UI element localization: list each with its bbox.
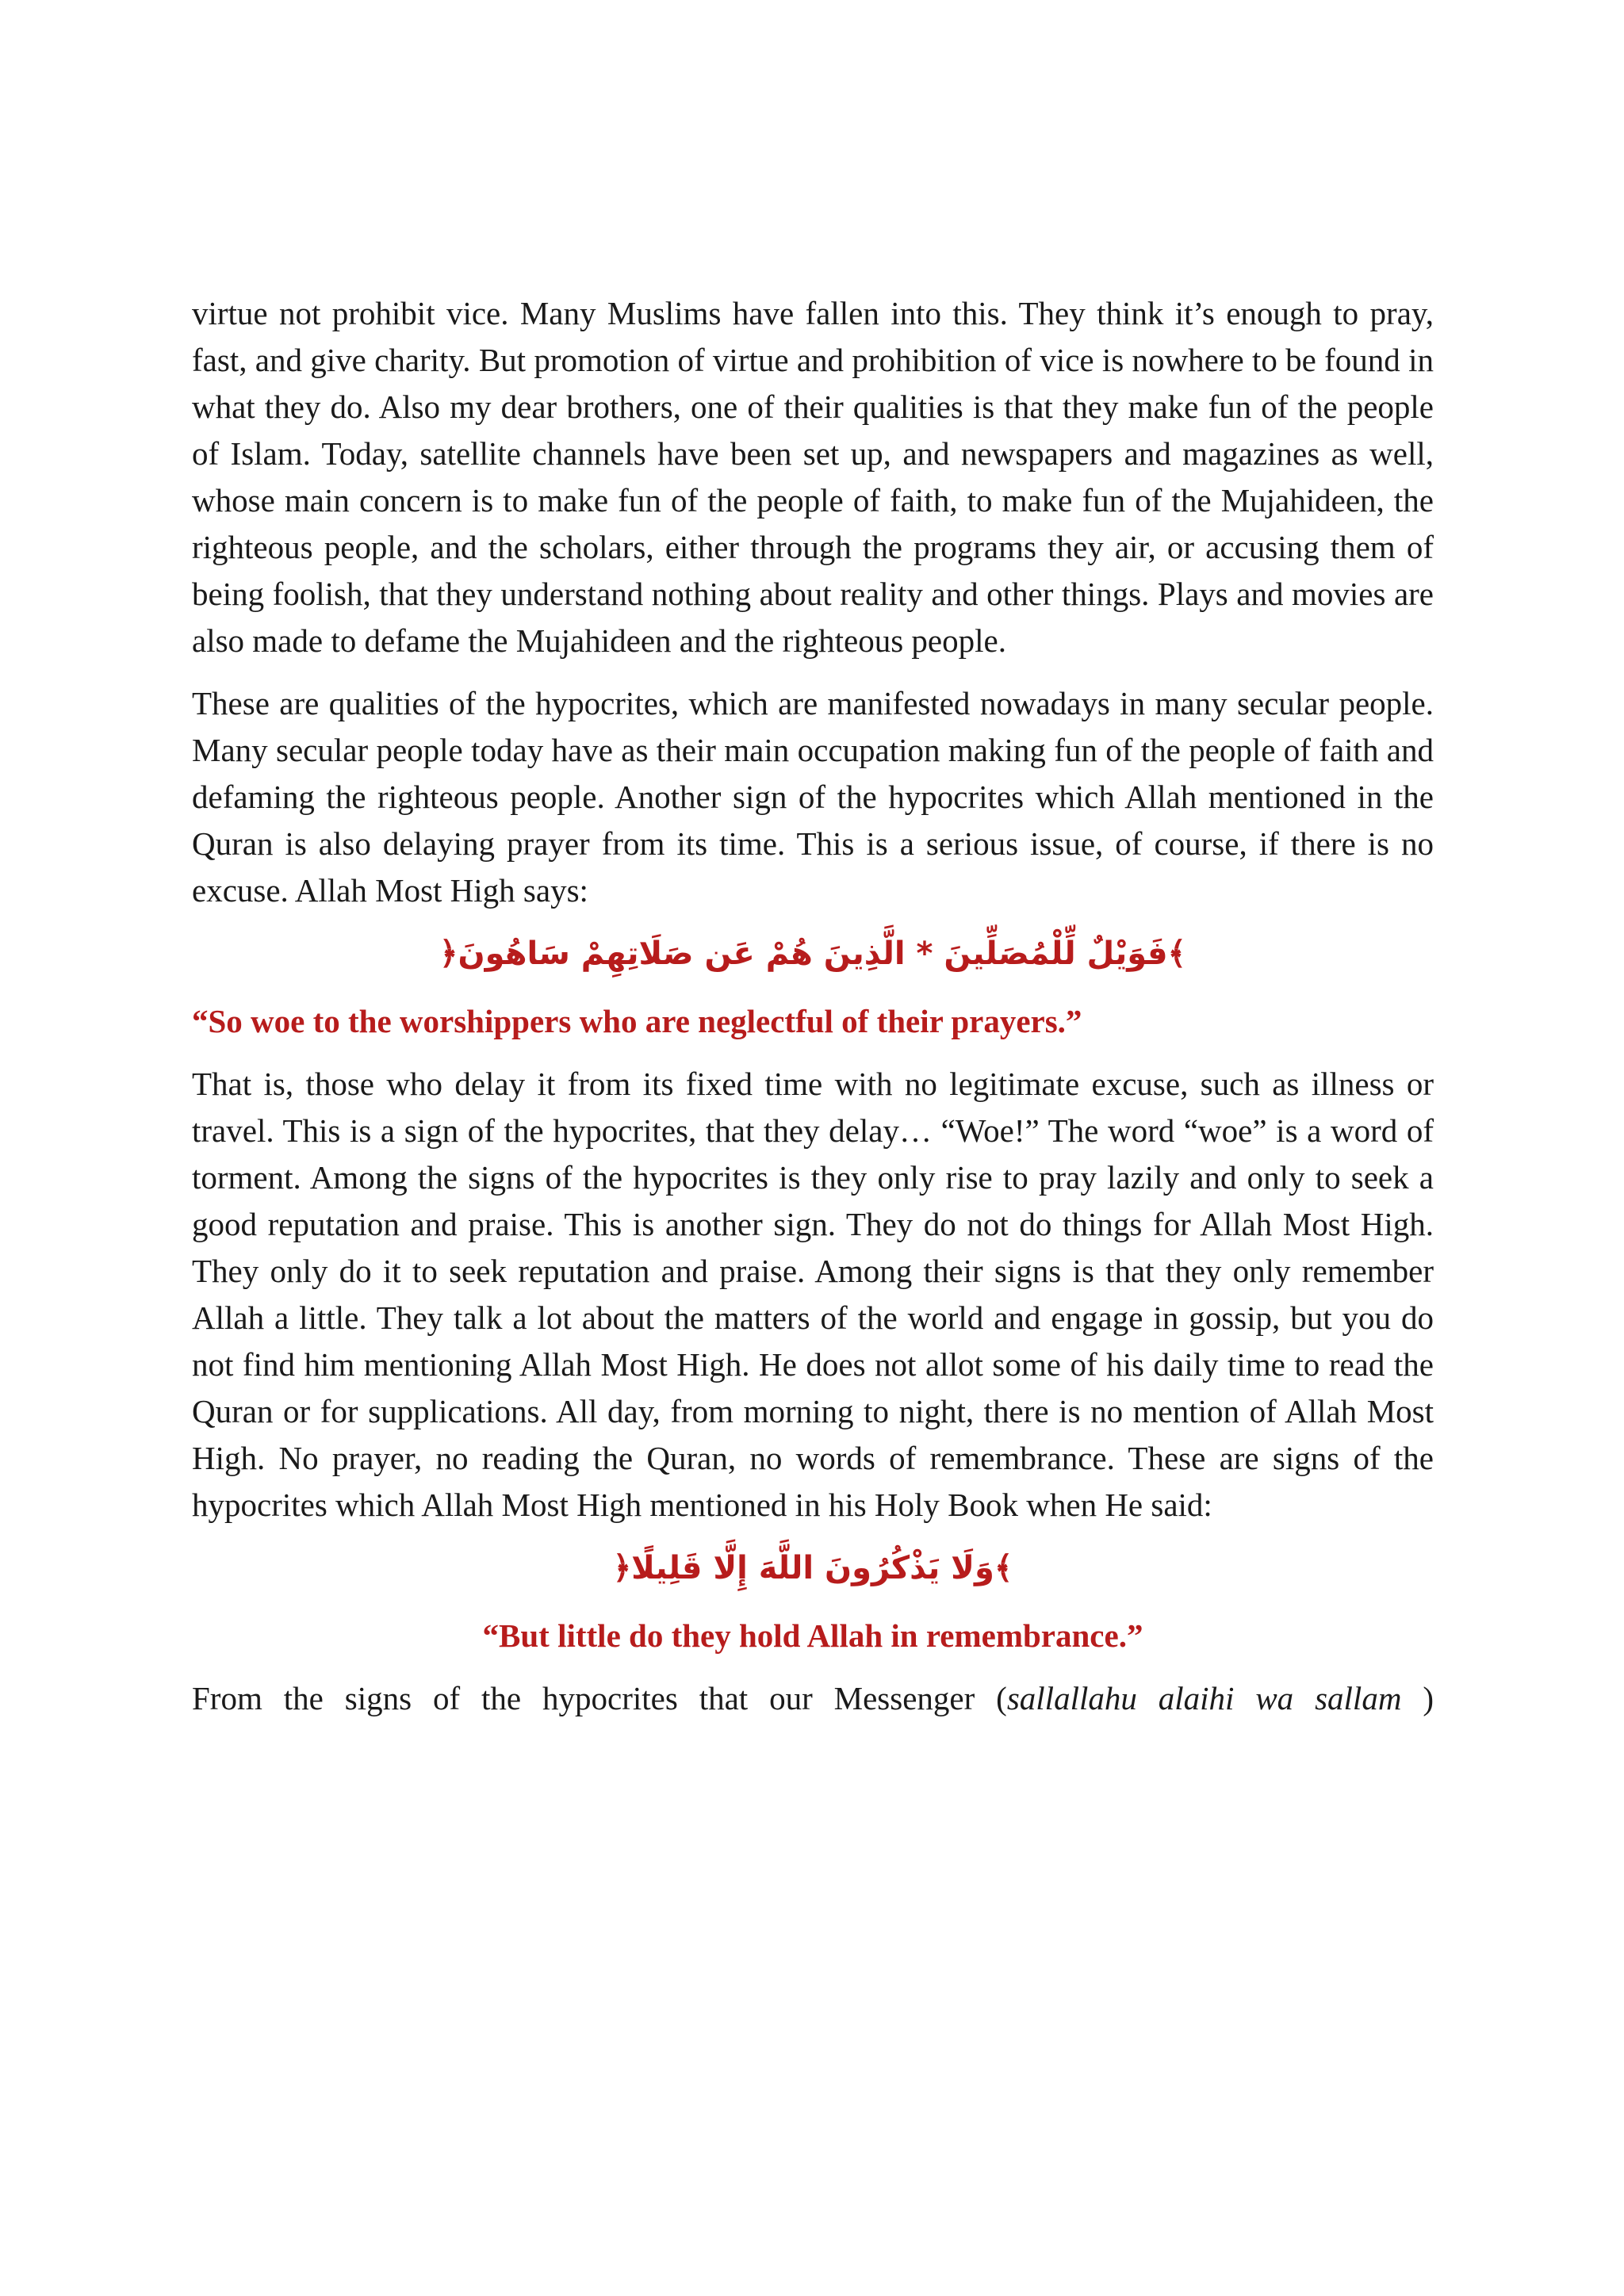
verse-bracket-close: ﴿ — [612, 1550, 632, 1586]
verse-bracket-open: ﴾ — [994, 1550, 1013, 1586]
salutation-italic: sallallahu alaihi wa sallam — [1006, 1680, 1402, 1716]
quran-verse-1 — [192, 930, 1434, 978]
verse-1-translation: “So woe to the worshippers who are neglectful of their prayers.” — [192, 1003, 1082, 1039]
verse-bracket-open: ﴾ — [1167, 936, 1186, 972]
quran-verse-2-text: وَلَا يَذْكُرُونَ اللَّهَ إِلَّا قَلِيلًا — [631, 1550, 994, 1586]
verse-bracket-close: ﴿ — [439, 936, 458, 972]
quran-verse-1-text: فَوَيْلٌ لِّلْمُصَلِّينَ * الَّذِينَ هُمْ عَن صَلَاتِهِمْ سَاهُونَ — [458, 936, 1168, 972]
paragraph-1: virtue not prohibit vice. Many Muslims have fallen into this. They think it’s enough to pray, fast, and give charity. But promotion of virtue and prohibition of vice is nowhere to be found in what they do. Also my dear brothers, one of their qualities is that they make fun of the people of Islam. Today, satellite channels have been set up, and newspapers and magazines as well, whose main concern is to make fun of the people of faith, to make fun of the Mujahideen, the righteous people, and the scholars, either through the programs they air, or accusing them of being foolish, that they understand nothing about reality and other things. Plays and movies are also made to defame the Mujahideen and the righteous people. — [192, 295, 1434, 659]
paragraph-4 — [192, 1675, 1434, 1722]
paragraph-4-end: ) — [1401, 1680, 1434, 1716]
paragraph-3: That is, those who delay it from its fixed time with no legitimate excuse, such as illness or travel. This is a sign of the hypocrites, that they delay… “Woe!” The word “woe” is a word of torment. Among the signs of the hypocrites is they only rise to pray lazily and only to seek a good reputation and praise. This is another sign. They do not do things for Allah Most High. They only do it to seek reputation and praise. Among their signs is that they only remember Allah a little. They talk a lot about the matters of the world and engage in gossip, but you do not find him mentioning Allah Most High. He does not allot some of his daily time to read the Quran or for supplications. All day, from morning to night, there is no mention of Allah Most High. No prayer, no reading the Quran, no words of remembrance. These are signs of the hypocrites which Allah Most High mentioned in his Holy Book when He said: — [192, 1066, 1434, 1523]
verse-2-translation: “But little do they hold Allah in remembrance.” — [482, 1617, 1143, 1654]
paragraph-2: These are qualities of the hypocrites, which are manifested nowadays in many secular people. Many secular people today have as their main occupation making fun of the people of faith and defaming the righteous people. Another sign of the hypocrites which Allah mentioned in the Quran is also delaying prayer from its time. This is a serious issue, of course, if there is no excuse. Allah Most High says: — [192, 685, 1434, 909]
document-page — [192, 290, 1434, 1722]
paragraph-4-start: From the signs of the hypocrites that our Messenger ( — [192, 1680, 1007, 1716]
quran-verse-2 — [192, 1544, 1434, 1592]
